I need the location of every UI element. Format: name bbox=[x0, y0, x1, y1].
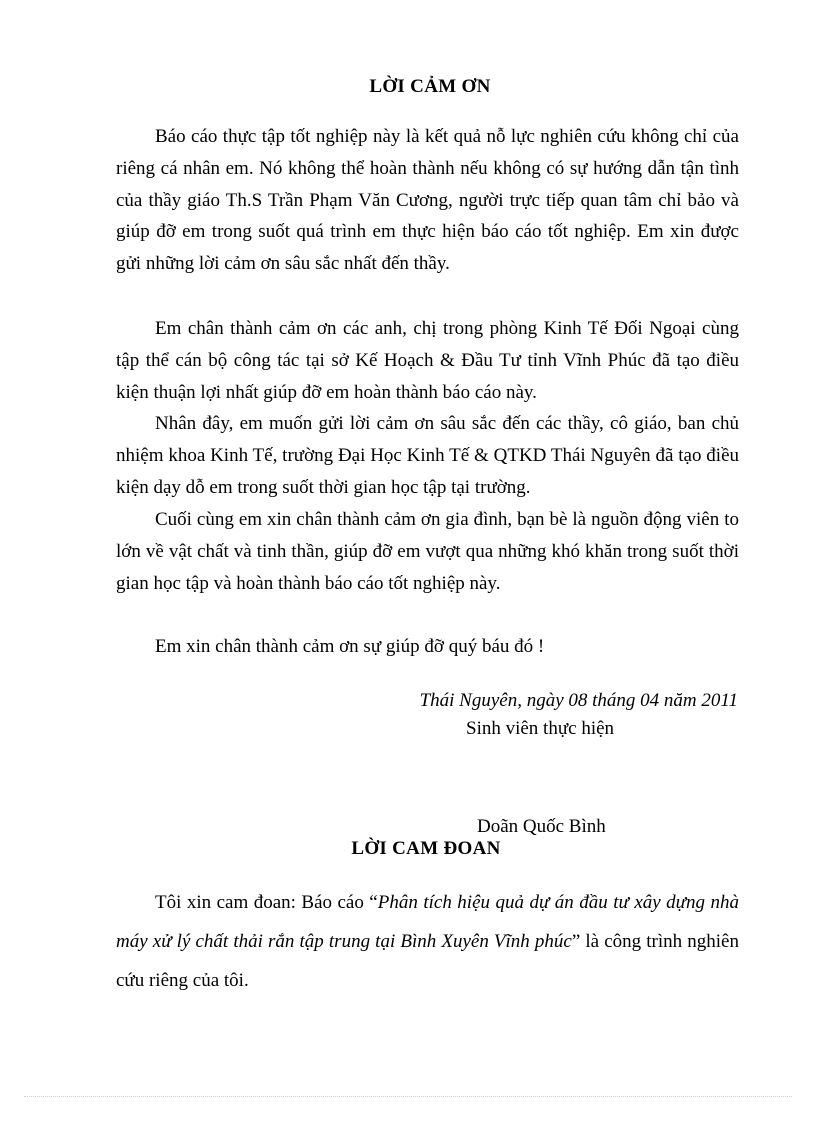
report-title: Phân tích hiệu quả dự án đầu tư xây dựng nhà máy xử lý chất thải rắn tập trung tại Bình Xuyên Vĩnh phúc bbox=[116, 892, 739, 952]
declaration-paragraph bbox=[116, 883, 739, 1000]
date-place-line: Thái Nguyên, ngày 08 tháng 04 năm 2011 bbox=[419, 690, 738, 711]
signer-name: Doãn Quốc Bình bbox=[477, 816, 606, 837]
acknowledgement-paragraph-1: Báo cáo thực tập tốt nghiệp này là kết quả nỗ lực nghiên cứu không chỉ của riêng cá nhân em. Nó không thể hoàn thành nếu không có sự hướng dẫn tận tình của thầy giáo Th.S Trần Phạm Văn Cương, người trực tiếp quan tâm chỉ bảo và giúp đỡ em trong suốt quá trình em thực hiện báo cáo tốt nghiệp. Em xin được gửi những lời cảm ơn sâu sắc nhất đến thầy. bbox=[116, 126, 739, 275]
acknowledgement-paragraph-4: Cuối cùng em xin chân thành cảm ơn gia đình, bạn bè là nguồn động viên to lớn về vật chất và tinh thần, giúp đỡ em vượt qua những khó khăn trong suốt thời gian học tập và hoàn thành báo cáo tốt nghiệp này. bbox=[116, 509, 739, 594]
page-bottom-divider bbox=[24, 1096, 792, 1097]
declaration-intro: Tôi xin cam đoan: Báo cáo “ bbox=[155, 892, 378, 913]
acknowledgement-paragraph-5: Em xin chân thành cảm ơn sự giúp đỡ quý báu đó ! bbox=[155, 636, 545, 657]
acknowledgement-title: LỜI CẢM ƠN bbox=[369, 76, 491, 97]
declaration-outro: ” là công trình nghiên cứu riêng của tôi. bbox=[116, 931, 739, 991]
declaration-title: LỜI CAM ĐOAN bbox=[351, 838, 501, 859]
signer-role: Sinh viên thực hiện bbox=[466, 718, 615, 739]
acknowledgement-paragraph-2: Em chân thành cảm ơn các anh, chị trong phòng Kinh Tế Đối Ngoại cùng tập thể cán bộ công tác tại sở Kế Hoạch & Đầu Tư tỉnh Vĩnh Phúc đã tạo điều kiện thuận lợi nhất giúp đỡ em hoàn thành báo cáo này. bbox=[116, 318, 739, 403]
acknowledgement-paragraph-3: Nhân đây, em muốn gửi lời cảm ơn sâu sắc đến các thầy, cô giáo, ban chủ nhiệm khoa Kinh Tế, trường Đại Học Kinh Tế & QTKD Thái Nguyên đã tạo điều kiện dạy dỗ em trong suốt thời gian học tập tại trường. bbox=[116, 413, 739, 498]
